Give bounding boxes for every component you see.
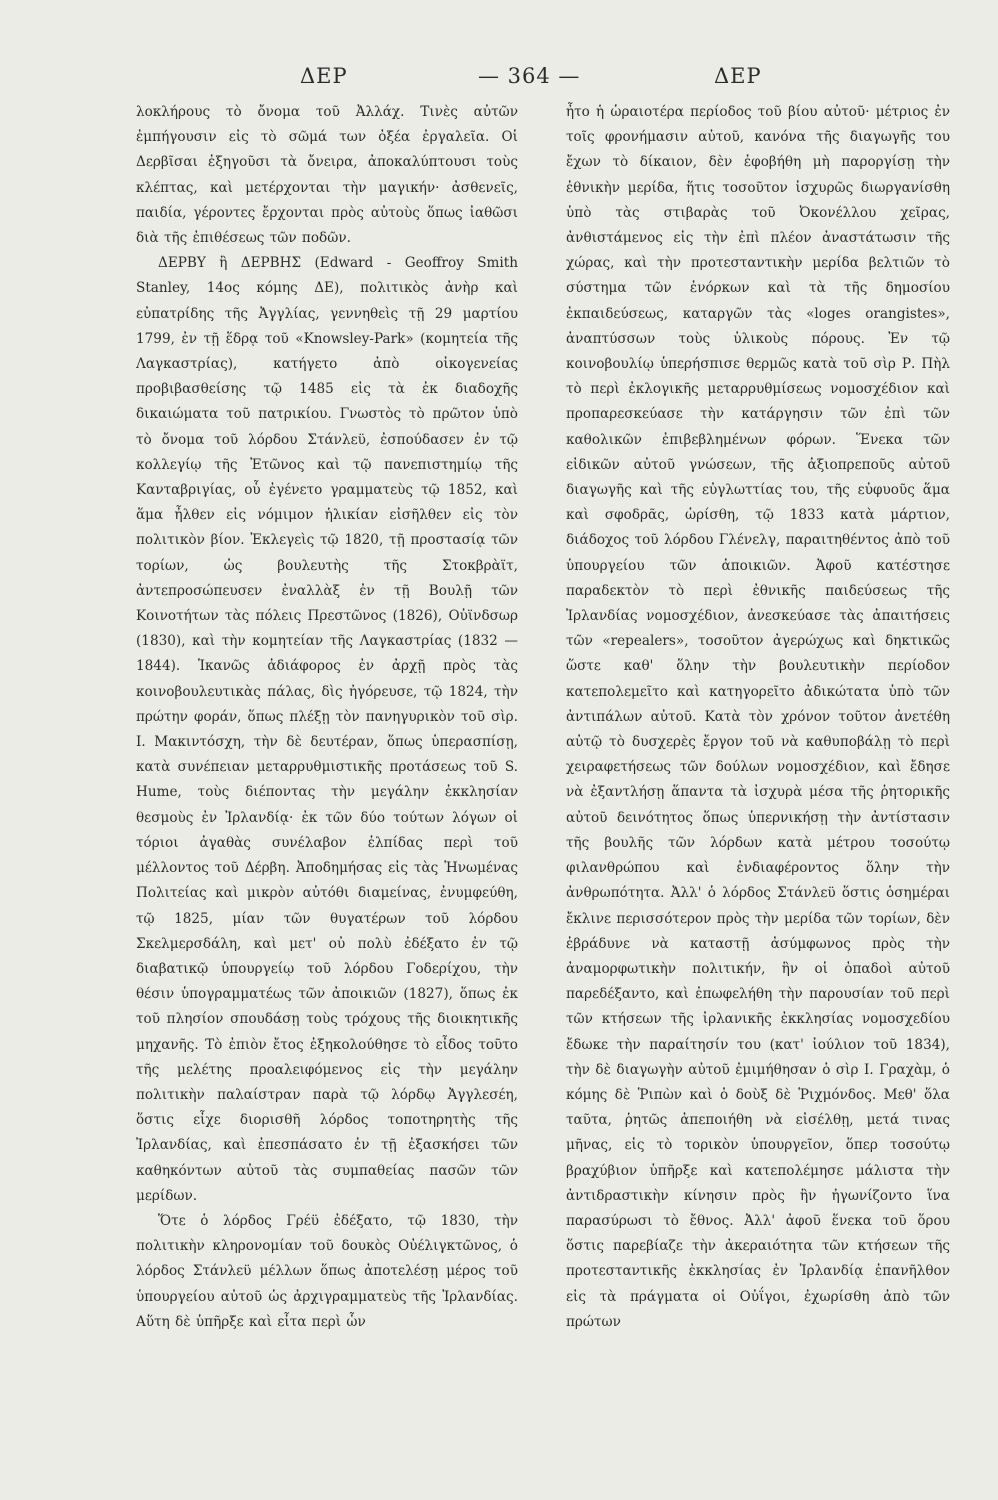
paragraph: Ὅτε ὁ λόρδος Γρέϋ ἐδέξατο, τῷ 1830, τὴν πολιτικὴν κληρονομίαν τοῦ δουκὸς Οὐέλιγκτῶνος, ὁ λόρδος Στάνλεϋ μέλλων ὅπως ἀποτελέσῃ μέρος τοῦ ὑπουργείου αὐτοῦ ὡς ἀρχιγραμματεὺς τῆς Ἰρλανδίας. Αὕτη δὲ ὑπῆρξε καὶ εἶτα περὶ ὧν bbox=[136, 1212, 518, 1330]
library-watermark bbox=[560, 1370, 939, 1390]
left-column bbox=[136, 100, 518, 1335]
header-right-guideword: ΔΕΡ bbox=[714, 64, 762, 88]
running-header bbox=[0, 64, 998, 94]
right-column bbox=[566, 100, 950, 1335]
paragraph: ἦτο ἡ ὡραιοτέρα περίοδος τοῦ βίου αὐτοῦ· μέτριος ἐν τοῖς φρονήμασιν αὐτοῦ, κανόνα τῆς διαγωγῆς του ἔχων τὸ δίκαιον, δὲν ἐφοβήθη μὴ παροργίσῃ τὴν ἐθνικὴν μερίδα, ἥτις τοσοῦτον ἰσχυρῶς διωργανίσθη ὑπὸ τὰς στιβαρὰς τοῦ Ὀκονέλλου χεῖρας, ἀνθιστάμενος εἰς τὴν ἐπὶ πλέον ἀναστάτωσιν τῆς χώρας, καὶ τὴν προτεσταντικὴν μερίδα βελτιῶν τὸ σύστημα τῶν ἐνόρκων καὶ τὰ τῆς δημοσίου ἐκπαιδεύσεως, καταργῶν τὰς «loges orangistes», ἀναπτύσσων τοὺς ὑλικοὺς πόρους. Ἐν τῷ κοινοβουλίῳ ὑπερήσπισε θερμῶς κατὰ τοῦ σὶρ Ρ. Πὴλ τὸ περὶ ἐκλογικῆς μεταρρυθμίσεως νομοσχέδιον καὶ προπαρεσκεύασε τὴν κατάργησιν τῶν ἐπὶ τῶν καθολικῶν ἐπιβεβλημένων φόρων. Ἕνεκα τῶν εἰδικῶν αὐτοῦ γνώσεων, τῆς ἀξιοπρεποῦς αὐτοῦ διαγωγῆς καὶ τῆς εὐγλωττίας του, τῆς εὐφυοῦς ἅμα καὶ σφοδρᾶς, ὡρίσθη, τῷ 1833 κατὰ μάρτιον, διάδοχος τοῦ λόρδου Γλένελγ, παραιτηθέντος ἀπὸ τοῦ ὑπουργείου τῶν ἀποικιῶν. Ἀφοῦ κατέστησε παραδεκτὸν τὸ περὶ ἐθνικῆς παιδεύσεως τῆς Ἰρλανδίας νομοσχέδιον, ἀνεσκεύασε τὰς ἀπαιτήσεις τῶν «repealers», τοσοῦτον ἀγερώχως καὶ δηκτικῶς ὥστε καθ' ὅλην τὴν βουλευτικὴν περίοδον κατεπολεμεῖτο καὶ κατηγορεῖτο ἀδικώτατα ὑπὸ τῶν ἀντιπάλων αὐτοῦ. Κατὰ τὸν χρόνον τοῦτον ἀνετέθη αὐτῷ τὸ δυσχερὲς ἔργον τοῦ νὰ καθυποβάλῃ τὸ περὶ χειραφετήσεως τῶν δούλων νομοσχέδιον, καὶ ἔδησε νὰ ἐξαντλήσῃ ἅπαντα τὰ ἰσχυρὰ μέσα τῆς ῥητορικῆς αὐτοῦ δεινότητος ὅπως ὑπερνικήσῃ τὴν ἀντίστασιν τῆς βουλῆς τῶν λόρδων κατὰ μέτρου τοσούτῳ φιλανθρώπου καὶ ἐνδιαφέροντος ὅλην τὴν ἀνθρωπότητα. Ἀλλ' ὁ λόρδος Στάνλεϋ ὅστις ὁσημέραι ἔκλινε περισσότερον πρὸς τὴν μερίδα τῶν τορίων, δὲν ἐβράδυνε νὰ καταστῇ ἀσύμφωνος πρὸς τὴν ἀναμορφωτικὴν πολιτικήν, ἣν οἱ ὀπαδοὶ αὐτοῦ παρεδέξαντο, καὶ ἐπωφελήθη τὴν παρουσίαν τοῦ περὶ τῶν κτήσεων τῆς ἰρλανικῆς ἐκκλησίας νομοσχεδίου ἔδωκε τὴν παραίτησίν του (κατ' ἰούλιον τοῦ 1834), τὴν δὲ διαγωγὴν αὐτοῦ ἐμιμήθησαν ὁ σὶρ I. Γραχὰμ, ὁ κόμης δὲ Ῥιπὼν καὶ ὁ δοὺξ δὲ Ῥιχμόνδος. Μεθ' ὅλα ταῦτα, ῥητῶς ἀπεποιήθη νὰ εἰσέλθῃ, μετά τινας μῆνας, εἰς τὸ τορικὸν ὑπουργεῖον, ὅπερ τοσούτῳ βραχύβιον ὑπῆρξε καὶ κατεπολέμησε μάλιστα τὴν ἀντιδραστικὴν κίνησιν πρὸς ἣν ἠγωνίζοντο ἵνα παρασύρωσι τὸ ἔθνος. Ἀλλ' ἀφοῦ ἕνεκα τοῦ ὅρου ὅστις παρεβίαζε τὴν ἀκεραιότητα τῶν κτήσεων τῆς προτεσταντικῆς ἐκκλησίας ἐν Ἰρλανδίᾳ ἐπανῆλθον εἰς τὰ πράγματα οἱ Οὐΐγοι, ἐχωρίσθη ἀπὸ τῶν πρώτων bbox=[566, 104, 950, 1330]
entry-paragraph-derby: ΔΕΡΒΥ ἢ ΔΕΡΒΗΣ (Edward - Geoffroy Smith Stanley, 14ος κόμης ΔΕ), πολιτικὸς ἀνὴρ καὶ εὐπατρίδης τῆς Ἀγγλίας, γεννηθεὶς τῇ 29 μαρτίου 1799, ἐν τῇ ἕδρᾳ τοῦ «Knowsley-Park» (κομητεία τῆς Λαγκαστρίας), κατήγετο ἀπὸ οἰκογενείας προβιβασθείσης τῷ 1485 εἰς τὰ ἐκ διαδοχῆς δικαιώματα τοῦ πατρικίου. Γνωστὸς τὸ πρῶτον ὑπὸ τὸ ὄνομα τοῦ λόρδου Στάνλεϋ, ἐσπούδασεν ἐν τῷ κολλεγίῳ τῆς Ἐτῶνος καὶ τῷ πανεπιστημίῳ τῆς Κανταβριγίας, οὗ ἐγένετο γραμματεὺς τῷ 1852, καὶ ἅμα ἦλθεν εἰς νόμιμον ἡλικίαν εἰσῆλθεν εἰς τὸν πολιτικὸν βίον. Ἐκλεγεὶς τῷ 1820, τῇ προστασίᾳ τῶν τορίων, ὡς βουλευτὴς τῆς Στοκβρὰϊτ, ἀντεπροσώπευσεν ἐναλλὰξ ἐν τῇ Βουλῇ τῶν Κοινοτήτων τὰς πόλεις Πρεστῶνος (1826), Οὐϊνδσωρ (1830), καὶ τὴν κομητείαν τῆς Λαγκαστρίας (1832 — 1844). Ἱκανῶς ἀδιάφορος ἐν ἀρχῇ πρὸς τὰς κοινοβουλευτικὰς πάλας, δὶς ἠγόρευσε, τῷ 1824, τὴν πρώτην φοράν, ὅπως πλέξῃ τὸν πανηγυρικὸν τοῦ σὶρ. I. Μακιντόσχη, τὴν δὲ δευτέραν, ὅπως ὑπερασπίσῃ, κατὰ συνέπειαν μεταρρυθμιστικῆς προτάσεως τοῦ S. Hume, τοὺς διέποντας τὴν μεγάλην ἐκκλησίαν θεσμοὺς ἐν Ἰρλανδίᾳ· ἐκ τῶν δύο τούτων λόγων οἱ τόριοι ἀγαθὰς συνέλαβον ἐλπίδας περὶ τοῦ μέλλοντος τοῦ Δέρβη. Ἀποδημήσας εἰς τὰς Ἡνωμένας Πολιτείας καὶ μικρὸν αὐτόθι διαμείνας, ἐνυμφεύθη, τῷ 1825, μίαν τῶν θυγατέρων τοῦ λόρδου Σκελμερσδάλη, καὶ μετ' οὐ πολὺ ἐδέξατο ἐν τῷ διαβατικῷ ὑπουργείῳ τοῦ λόρδου Γοδερίχου, τὴν θέσιν ὑπογραμματέως τῶν ἀποικιῶν (1827), ὅπως ἐκ τοῦ πλησίον σπουδάσῃ τοὺς τρόχους τῆς διοικητικῆς μηχανῆς. Τὸ ἐπιὸν ἔτος ἐξηκολούθησε τὸ εἶδος τοῦτο τῆς μελέτης προαλειφόμενος εἰς τὴν μεγάλην πολιτικὴν παλαίστραν παρὰ τῷ λόρδῳ Ἀγγλεσέη, ὅστις εἶχε διορισθῆ λόρδος τοποτηρητὴς τῆς Ἰρλανδίας, καὶ ἐπεσπάσατο ἐν τῇ ἐξασκήσει τῶν καθηκόντων αὐτοῦ τὰς συμπαθείας πασῶν τῶν μερίδων. bbox=[136, 255, 518, 1204]
paragraph: λοκλήρους τὸ ὄνομα τοῦ Ἀλλάχ. Τινὲς αὐτῶν ἐμπήγουσιν εἰς τὸ σῶμά των ὀξέα ἐργαλεῖα. Οἱ Δερβῖσαι ἐξηγοῦσι τὰ ὄνειρα, ἀποκαλύπτουσι τοὺς κλέπτας, καὶ μετέρχονται τὴν μαγικήν· ἀσθενεῖς, παιδία, γέροντες ἔρχονται πρὸς αὐτοὺς ὅπως ἰαθῶσι διὰ τῆς ἐπιθέσεως τῶν ποδῶν. bbox=[136, 104, 518, 247]
header-left-guideword: ΔΕΡ bbox=[300, 64, 348, 88]
page-number: — 364 — bbox=[478, 64, 581, 88]
